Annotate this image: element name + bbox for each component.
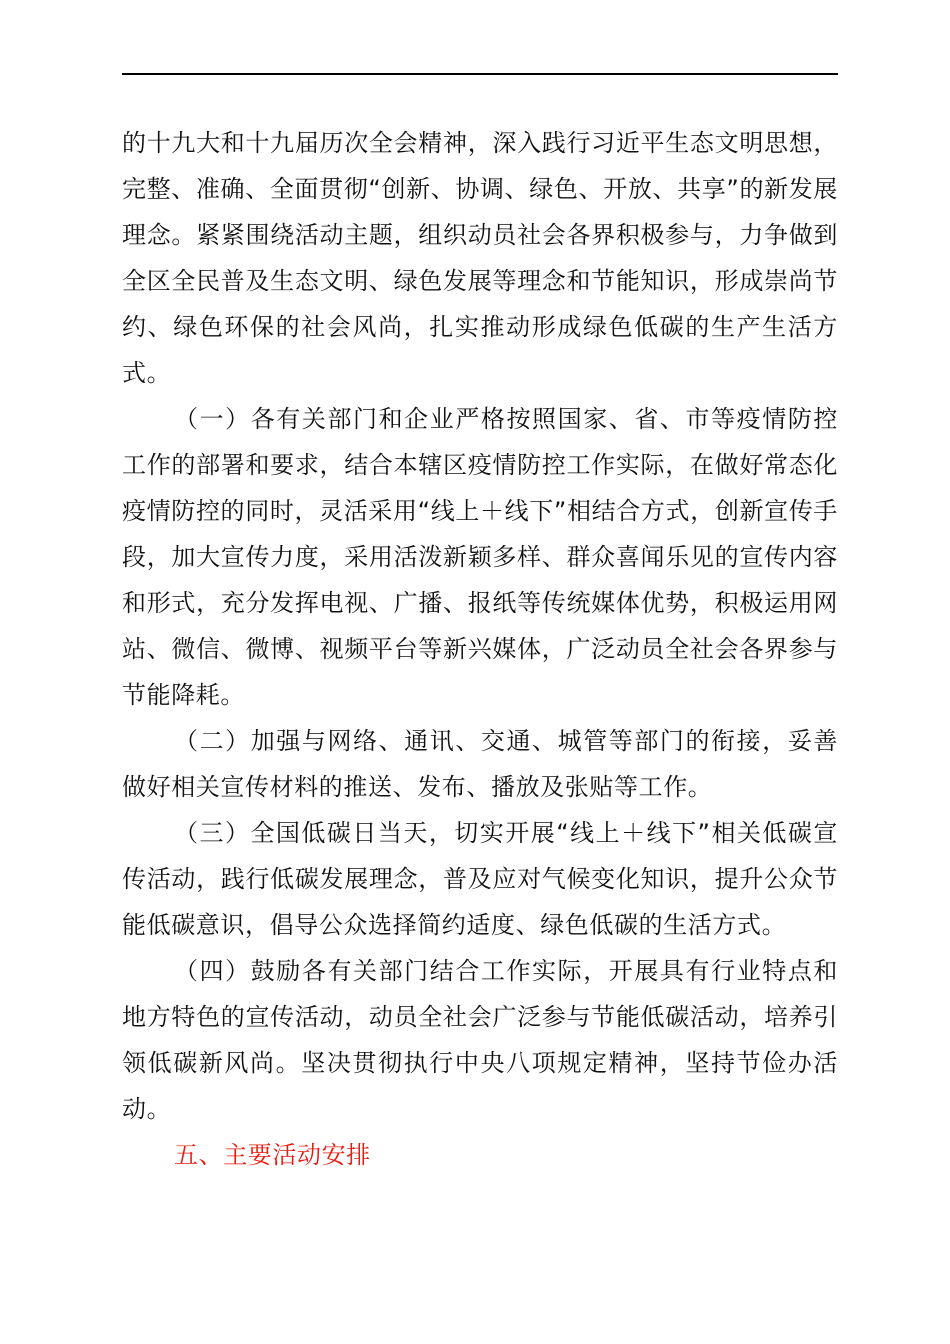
paragraph-item-4: （四）鼓励各有关部门结合工作实际，开展具有行业特点和地方特色的宣传活动，动员全社会广泛参与节能低碳活动，培养引领低碳新风尚。坚决贯彻执行中央八项规定精神，坚持节俭办活动。 [122,957,838,1123]
paragraph-intro-continuation: 的十九大和十九届历次全会精神，深入践行习近平生态文明思想，完整、准确、全面贯彻“创新、协调、绿色、开放、共享”的新发展理念。紧紧围绕活动主题，组织动员社会各界积极参与，力争做到全区全民普及生态文明、绿色发展等理念和节能知识，形成崇尚节约、绿色环保的社会风尚，扎实推动形成绿色低碳的生产生活方式。 [122,129,838,387]
paragraph-item-3: （三）全国低碳日当天，切实开展“线上＋线下”相关低碳宣传活动，践行低碳发展理念，普及应对气候变化知识，提升公众节能低碳意识，倡导公众选择简约适度、绿色低碳的生活方式。 [122,819,838,939]
document-body [122,120,838,1178]
section-heading: 五、主要活动安排 [174,1141,371,1169]
paragraph-item-1: （一）各有关部门和企业严格按照国家、省、市等疫情防控工作的部署和要求，结合本辖区疫情防控工作实际，在做好常态化疫情防控的同时，灵活采用“线上＋线下”相结合方式，创新宣传手段，加大宣传力度，采用活泼新颖多样、群众喜闻乐见的宣传内容和形式，充分发挥电视、广播、报纸等传统媒体优势，积极运用网站、微信、微博、视频平台等新兴媒体，广泛动员全社会各界参与节能降耗。 [122,405,838,709]
header-rule [122,73,838,75]
paragraph-item-2: （二）加强与网络、通讯、交通、城管等部门的衔接，妥善做好相关宣传材料的推送、发布、播放及张贴等工作。 [122,727,838,801]
